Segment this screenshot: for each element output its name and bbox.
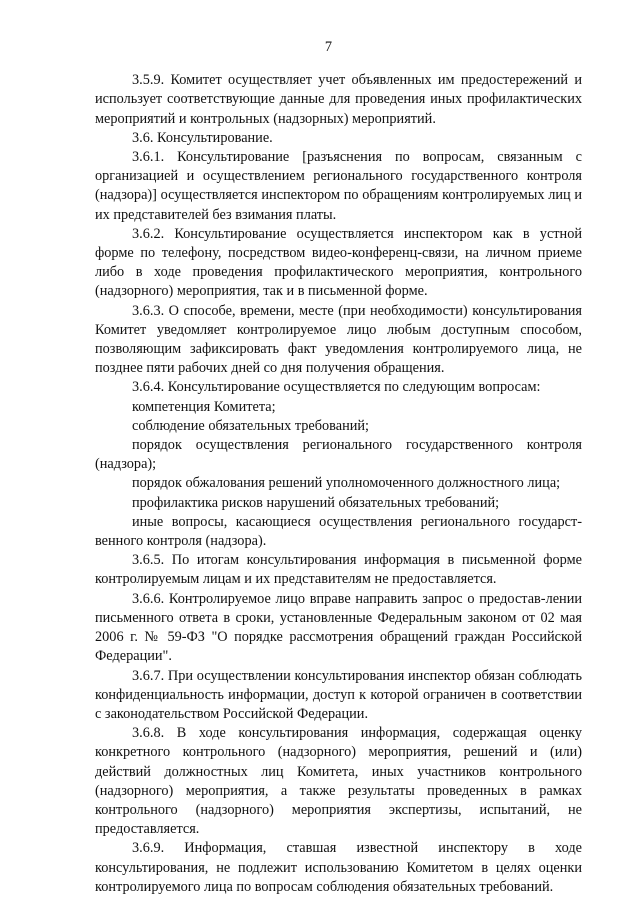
paragraph-3-6-6: 3.6.6. Контролируемое лицо вправе направить запрос о предостав-лении письменного ответа в сроки, установленные Федеральным законом от 02 мая 2006 г. № 59-ФЗ "О порядке рассмотрения обращений граждан Российской Федерации". [95,590,582,665]
paragraph-3-6-4: 3.6.4. Консультирование осуществляется по следующим вопросам: [132,379,541,396]
list-item: компетенция Комитета; [132,398,276,415]
list-item: соблюдение обязательных требований; [132,417,370,434]
paragraph-3-6-1: 3.6.1. Консультирование [разъяснения по вопросам, связанным с организацией и осуществлением регионального государственного контроля (надзора)] осуществляется инспектором по обращениям контролируемых лиц и их представителей без взимания платы. [95,149,582,223]
paragraph-3-5-9: 3.5.9. Комитет осуществляет учет объявленных им предостережений и использует соответствующие данные для проведения иных профилактических мероприятий и контрольных (надзорных) мероприятий. [95,72,582,127]
list-item: порядок осуществления регионального государственного контроля (надзора); [95,437,582,473]
list-item: профилактика рисков нарушений обязательных требований; [132,494,500,511]
paragraph-3-6-2: 3.6.2. Консультирование осуществляется инспектором как в устной форме по телефону, посредством видео-конференц-связи, на личном приеме либо в ходе проведения профилактического мероприятия, контрольного (надзорного) мероприятия, так и в письменной форме. [95,225,582,300]
page-number: 7 [324,39,333,55]
list-item: порядок обжалования решений уполномоченного должностного лица; [132,475,561,492]
section-heading-3-6: 3.6. Консультирование. [132,129,273,146]
document-page [95,38,582,897]
list-item: иные вопросы, касающиеся осуществления регионального государст-венного контроля (надзора). [95,513,582,550]
paragraph-3-6-9: 3.6.9. Информация, ставшая известной инспектору в ходе консультирования, не подлежит использованию Комитетом в целях оценки контролируемого лица по вопросам соблюдения обязательных требований. [95,840,582,895]
paragraph-3-6-7: 3.6.7. При осуществлении консультирования инспектор обязан соблюдать конфиденциальность информации, доступ к которой ограничен в соответствии с законодательством Российской Федерации. [95,667,582,722]
paragraph-3-6-5: 3.6.5. По итогам консультирования информация в письменной форме контролируемым лицам и их представителям не предоставляется. [95,552,582,588]
paragraph-3-6-3: 3.6.3. О способе, времени, месте (при необходимости) консультирования Комитет уведомляет контролируемое лицо любым доступным способом, позволяющим зафиксировать факт уведомления контролируемого лица, не позднее пяти рабочих дней со дня получения обращения. [95,302,582,377]
paragraph-3-6-8: 3.6.8. В ходе консультирования информация, содержащая оценку конкретного контрольного (надзорного) мероприятия, решений и (или) действий должностных лиц Комитета, иных участников контрольного (надзорного) мероприятия, а также результаты проведенных в рамках контрольного (надзорного) мероприятия экспертизы, испытаний, не предоставляется. [95,725,582,838]
